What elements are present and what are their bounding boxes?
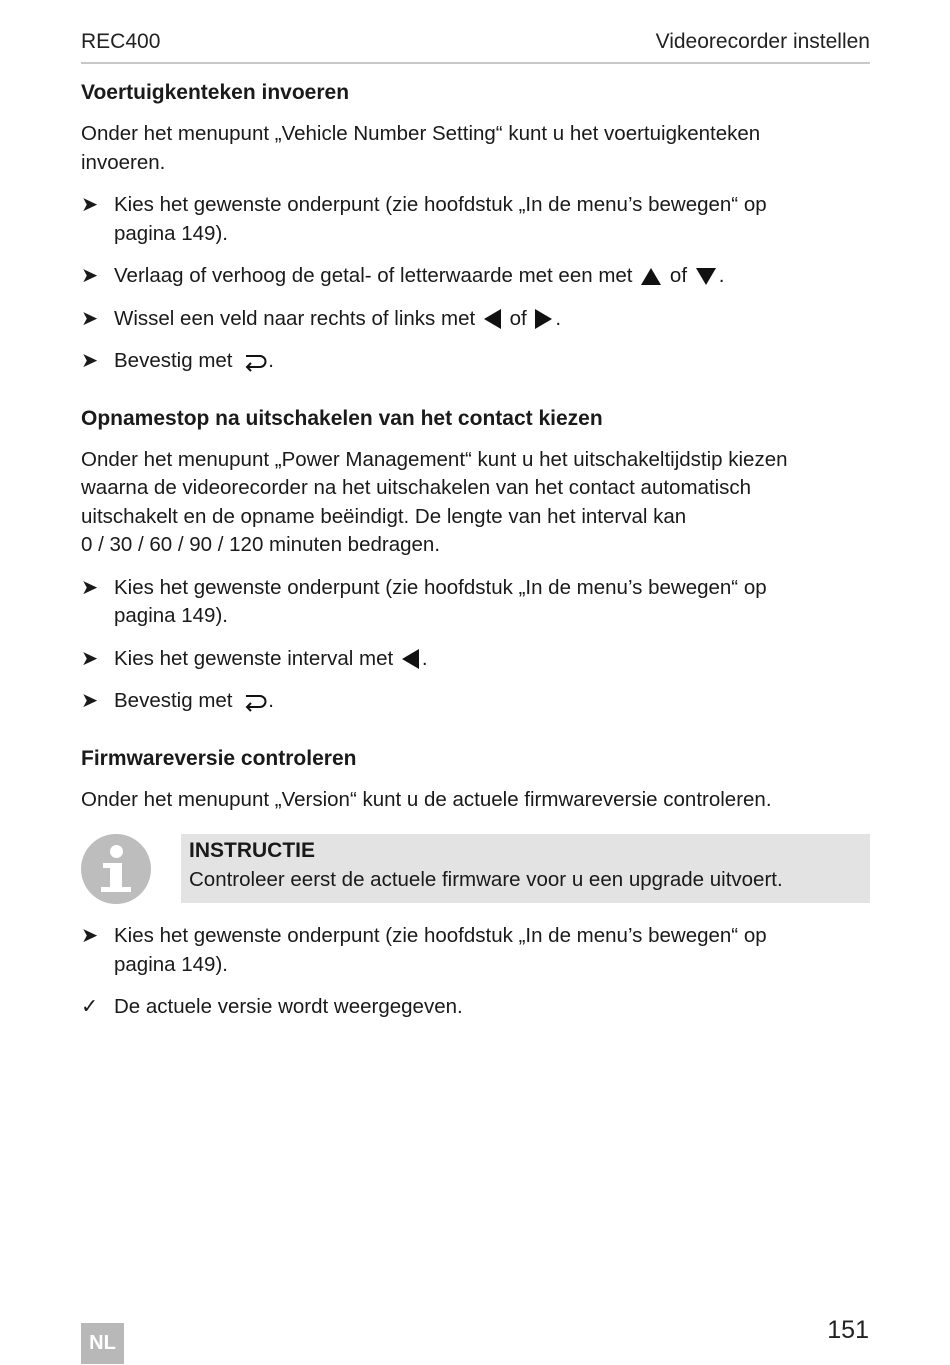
page-content [81,78,870,1022]
arrow-bullet-icon: ➤ [81,306,99,330]
notice-box [181,834,870,903]
step-text: . [268,349,274,372]
document-model: REC400 [81,30,161,53]
down-arrow-icon [696,268,716,285]
step-text: . [555,306,562,330]
arrow-bullet-icon: ➤ [81,349,99,372]
arrow-bullet-icon: ➤ [81,575,99,599]
right-arrow-icon [535,309,552,329]
step-item [81,687,870,716]
notice-title: INSTRUCTIE [189,839,315,862]
arrow-bullet-icon: ➤ [81,689,99,712]
section-intro-line: 0 / 30 / 60 / 90 / 120 minuten bedragen. [81,533,441,556]
up-arrow-icon [641,268,661,285]
section-title-firmware: Firmwareversie controleren [81,746,357,770]
section-intro-line: invoeren. [81,150,166,174]
arrow-bullet-icon: ➤ [81,264,99,287]
step-text: Kies het gewenste interval met [114,646,394,670]
page-header [81,28,870,64]
step-item [81,262,870,291]
step-text: pagina 149). [114,221,228,245]
step-item [81,347,870,376]
step-item [81,191,870,248]
notice-text: Controleer eerst de actuele firmware voor u een upgrade uitvoert. [189,868,783,891]
language-badge: NL [81,1323,124,1364]
step-text: Bevestig met [114,689,233,712]
step-item [81,574,870,631]
step-item [81,922,870,979]
left-arrow-icon [484,309,501,329]
step-text: of [509,306,527,330]
step-item [81,305,870,334]
section-intro-line: Onder het menupunt „Vehicle Number Setting“ kunt u het voertuigkenteken [81,122,761,145]
arrow-bullet-icon: ➤ [81,193,99,216]
step-text: Verlaag of verhoog de getal- of letterwaarde met een met [114,264,633,287]
step-text: of [669,264,688,287]
section-intro-line: Onder het menupunt „Version“ kunt u de actuele firmwareversie controleren. [81,787,772,811]
notice-block [81,834,870,906]
section-intro-line: Onder het menupunt „Power Management“ kunt u het uitschakeltijdstip kiezen [81,447,788,471]
checkmark-icon: ✓ [81,995,99,1018]
step-text: . [718,264,725,287]
page-number: 151 [827,1316,869,1344]
left-arrow-icon [402,649,419,669]
section-title-recording-stop: Opnamestop na uitschakelen van het contact kiezen [81,406,603,430]
step-text: Wissel een veld naar rechts of links met [114,306,476,330]
step-text: . [268,689,274,712]
section-title-license-plate: Voertuigkenteken invoeren [81,81,350,104]
result-item [81,993,870,1022]
step-text: pagina 149). [114,604,228,627]
step-text: . [421,646,428,670]
chapter-title: Videorecorder instellen [655,30,870,53]
step-text: pagina 149). [114,952,228,976]
section-intro-line: uitschakelt en de opname beëindigt. De lengte van het interval kan [81,504,687,528]
step-text: Kies het gewenste onderpunt (zie hoofdstuk „In de menu’s bewegen“ op [114,924,767,947]
step-text: Kies het gewenste onderpunt (zie hoofdstuk „In de menu’s bewegen“ op [114,193,767,216]
result-text: De actuele versie wordt weergegeven. [114,995,463,1018]
enter-icon [242,352,268,372]
step-text: Kies het gewenste onderpunt (zie hoofdstuk „In de menu’s bewegen“ op [114,575,767,599]
info-icon [81,834,151,904]
section-intro-line: waarna de videorecorder na het uitschakelen van het contact automatisch [81,476,752,499]
arrow-bullet-icon: ➤ [81,646,99,670]
arrow-bullet-icon: ➤ [81,924,99,947]
step-item [81,645,870,674]
enter-icon [242,692,268,712]
step-text: Bevestig met [114,349,233,372]
